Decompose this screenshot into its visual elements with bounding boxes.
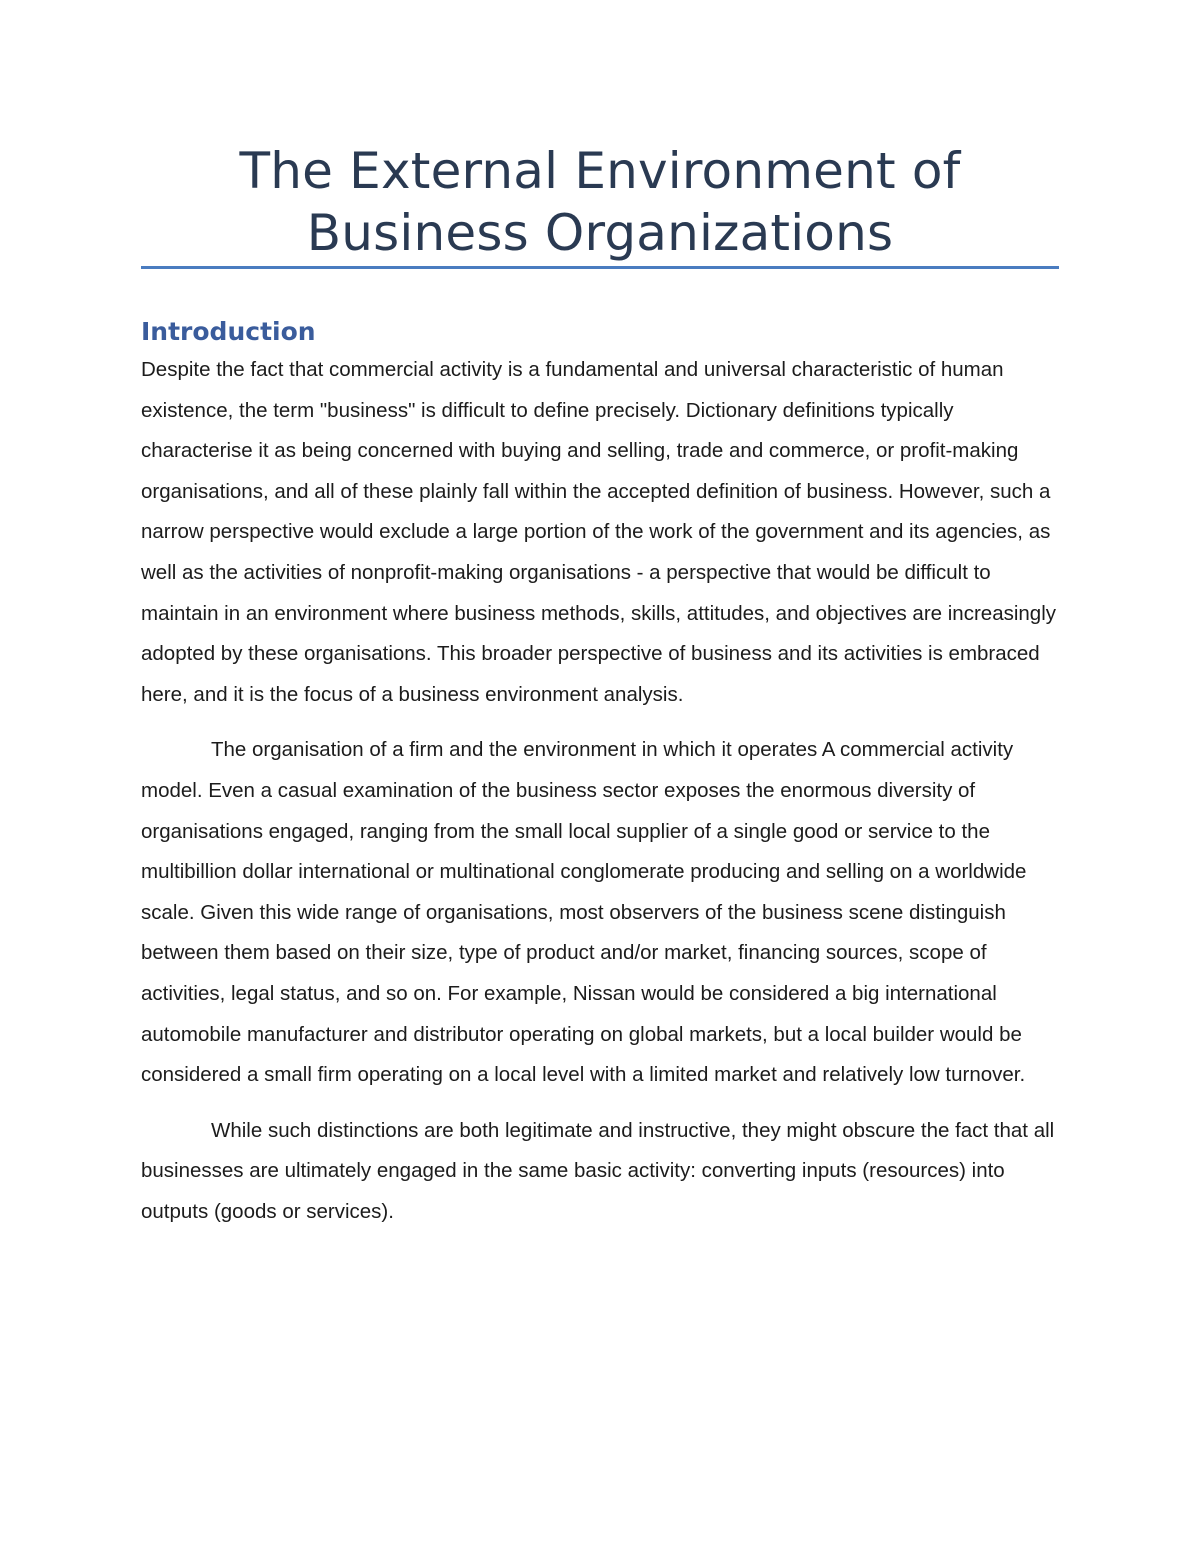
title-line-1: The External Environment of bbox=[239, 142, 961, 200]
paragraph-1: Despite the fact that commercial activity is a fundamental and universal characteristic of human existence, the term "business" is difficult to define precisely. Dictionary definitions typically characterise it as being concerned with buying and selling, trade and commerce, or profit-making organisations, and all of these plainly fall within the accepted definition of business. However, such a narrow perspective would exclude a large portion of the work of the government and its agencies, as well as the activities of nonprofit-making organisations - a perspective that would be difficult to maintain in an environment where business methods, skills, attitudes, and objectives are increasingly adopted by these organisations. This broader perspective of business and its activities is embraced here, and it is the focus of a business environment analysis. bbox=[141, 358, 1057, 706]
title-line-2: Business Organizations bbox=[306, 204, 894, 262]
paragraph-3: While such distinctions are both legitimate and instructive, they might obscure the fact that all businesses are ultimately engaged in the same basic activity: converting inputs (resources) into outputs (goods or services). bbox=[141, 1118, 1055, 1223]
document-title bbox=[141, 140, 1059, 264]
title-underline bbox=[141, 266, 1059, 269]
section-heading-introduction: Introduction bbox=[141, 317, 316, 346]
paragraph-2: The organisation of a firm and the environment in which it operates A commercial activity model. Even a casual examination of the business sector exposes the enormous diversity of organisations engaged, ranging from the small local supplier of a single good or service to the multibillion dollar international or multinational conglomerate producing and selling on a worldwide scale. Given this wide range of organisations, most observers of the business scene distinguish between them based on their size, type of product and/or market, financing sources, scope of activities, legal status, and so on. For example, Nissan would be considered a big international automobile manufacturer and distributor operating on global markets, but a local builder would be considered a small firm operating on a local level with a limited market and relatively low turnover. bbox=[141, 738, 1027, 1087]
document-body bbox=[141, 314, 1061, 1232]
